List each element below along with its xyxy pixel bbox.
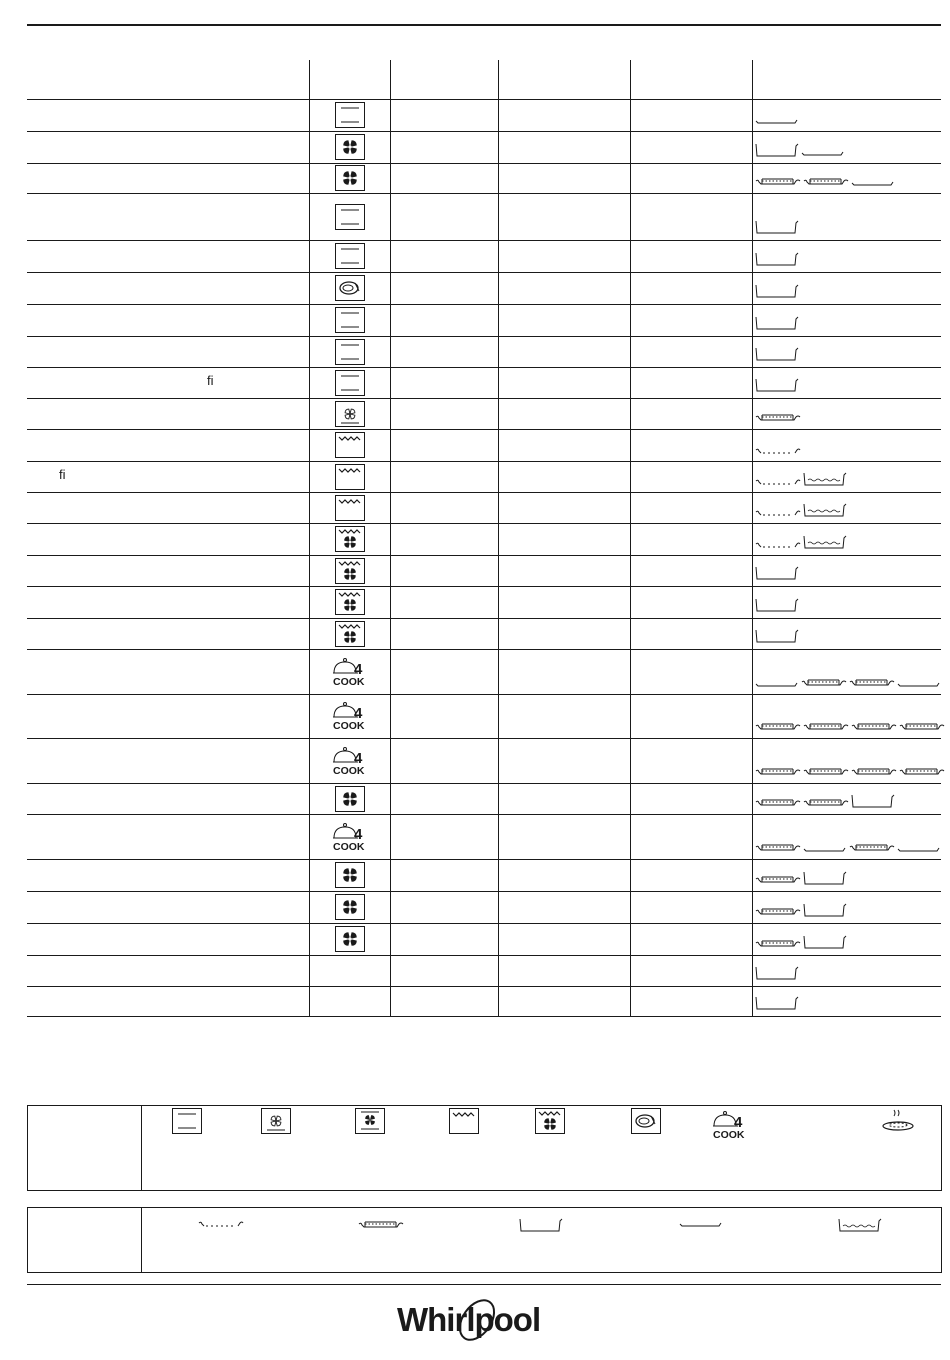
wire-rack-icon: [755, 475, 801, 493]
legend-convection-icon: [355, 1108, 385, 1139]
cook4-icon: [332, 746, 368, 781]
baking-dish-icon: [755, 565, 799, 586]
tray-icon: [801, 146, 845, 164]
tray-icon: [851, 176, 895, 194]
wire-rack-icon: [755, 538, 801, 556]
rack-tray-icon: [755, 840, 801, 859]
wire-rack-icon: [755, 444, 801, 462]
svg-text:4: 4: [353, 749, 362, 767]
rack-tray-icon: [803, 795, 849, 814]
rack-tray-icon: [803, 764, 849, 783]
rack-tray-icon: [755, 795, 801, 814]
conventional-icon: [335, 339, 365, 370]
grill-icon: [335, 464, 365, 495]
top-rule: [27, 24, 941, 26]
svg-text:4: 4: [734, 1114, 743, 1131]
svg-text:COOK: COOK: [332, 720, 364, 731]
baking-dish-icon: [755, 142, 799, 163]
fan-icon: [335, 862, 365, 893]
rack-tray-icon: [849, 675, 895, 694]
legend-convection-small-icon: [261, 1108, 291, 1139]
svg-text:Whirlpool: Whirlpool: [397, 1301, 541, 1338]
rack-tray-icon: [851, 719, 897, 738]
conventional-icon: [335, 307, 365, 338]
rack-tray-icon: [755, 764, 801, 783]
convection-small-icon: [335, 401, 365, 432]
rack-tray-icon: [849, 840, 895, 859]
baking-dish-icon: [851, 793, 895, 814]
conventional-icon: [335, 243, 365, 274]
turbo-grill-icon: [335, 589, 365, 620]
legend-steam-icon: [882, 1108, 916, 1139]
rack-tray-icon: [803, 174, 849, 193]
rack-tray-icon: [755, 872, 801, 891]
baking-dish-icon: [755, 346, 799, 367]
rack-tray-icon: [755, 410, 801, 429]
rack-tray-icon: [803, 719, 849, 738]
conventional-icon: [335, 370, 365, 401]
cook4-icon: [332, 822, 368, 857]
tray-icon: [755, 114, 799, 132]
functions-legend: [27, 1105, 942, 1191]
drip-tray-icon: [803, 534, 847, 555]
brand-logo: [0, 1295, 950, 1355]
svg-text:COOK: COOK: [332, 764, 364, 776]
rack-tray-icon: [755, 174, 801, 193]
table-text-fragment: fi: [207, 373, 214, 388]
legend-baking-dish-icon: [519, 1217, 563, 1238]
rack-tray-icon: [755, 719, 801, 738]
fan-icon: [335, 134, 365, 165]
baking-dish-icon: [755, 219, 799, 240]
svg-text:COOK: COOK: [332, 840, 364, 852]
baking-dish-icon: [803, 934, 847, 955]
svg-text:4: 4: [353, 705, 362, 722]
baking-dish-icon: [755, 628, 799, 649]
baking-dish-icon: [755, 597, 799, 618]
fan-icon: [335, 786, 365, 817]
rack-tray-icon: [851, 764, 897, 783]
baking-dish-icon: [803, 870, 847, 891]
baking-dish-icon: [755, 315, 799, 336]
tray-icon: [755, 677, 799, 695]
svg-text:COOK: COOK: [713, 1129, 745, 1140]
table-text-fragment: fi: [59, 467, 66, 482]
grill-icon: [335, 432, 365, 463]
wire-rack-icon: [755, 506, 801, 524]
legend-tray-icon: [679, 1217, 723, 1235]
fan-icon: [335, 894, 365, 925]
cook4-icon: [332, 657, 368, 692]
baking-dish-icon: [755, 995, 799, 1016]
svg-text:4: 4: [353, 660, 362, 678]
whirlpool-logo: [395, 1295, 555, 1347]
cook4-icon: [332, 701, 368, 736]
tray-icon: [897, 842, 941, 860]
legend-grill-icon: [449, 1108, 479, 1139]
legend-drip-tray-icon: [838, 1217, 882, 1238]
fan-icon: [335, 165, 365, 196]
svg-text:4: 4: [353, 825, 362, 843]
legend-cook4-icon: [712, 1110, 748, 1145]
turbo-grill-icon: [335, 558, 365, 589]
legend-rack-tray-icon: [358, 1217, 404, 1236]
conventional-icon: [335, 102, 365, 133]
baking-dish-icon: [755, 283, 799, 304]
rack-tray-icon: [899, 719, 945, 738]
legend-turbo-grill-icon: [535, 1108, 565, 1139]
legend-conventional-icon: [172, 1108, 202, 1139]
baking-dish-icon: [755, 965, 799, 986]
drip-tray-icon: [803, 502, 847, 523]
tray-icon: [803, 842, 847, 860]
baking-dish-icon: [803, 902, 847, 923]
rack-tray-icon: [755, 936, 801, 955]
turbo-grill-icon: [335, 621, 365, 652]
legend-wire-rack-icon: [198, 1217, 244, 1235]
turbo-grill-icon: [335, 526, 365, 557]
svg-text:COOK: COOK: [332, 675, 364, 687]
baking-dish-icon: [755, 251, 799, 272]
grill-icon: [335, 495, 365, 526]
tray-icon: [897, 677, 941, 695]
meat-icon: [335, 275, 365, 306]
rack-tray-icon: [899, 764, 945, 783]
fan-icon: [335, 926, 365, 957]
baking-dish-icon: [755, 377, 799, 398]
legend-meat-icon: [631, 1108, 661, 1139]
accessories-legend: [27, 1207, 942, 1273]
rack-tray-icon: [801, 675, 847, 694]
drip-tray-icon: [803, 471, 847, 492]
conventional-icon: [335, 204, 365, 235]
footer-rule: [27, 1284, 941, 1285]
rack-tray-icon: [755, 904, 801, 923]
